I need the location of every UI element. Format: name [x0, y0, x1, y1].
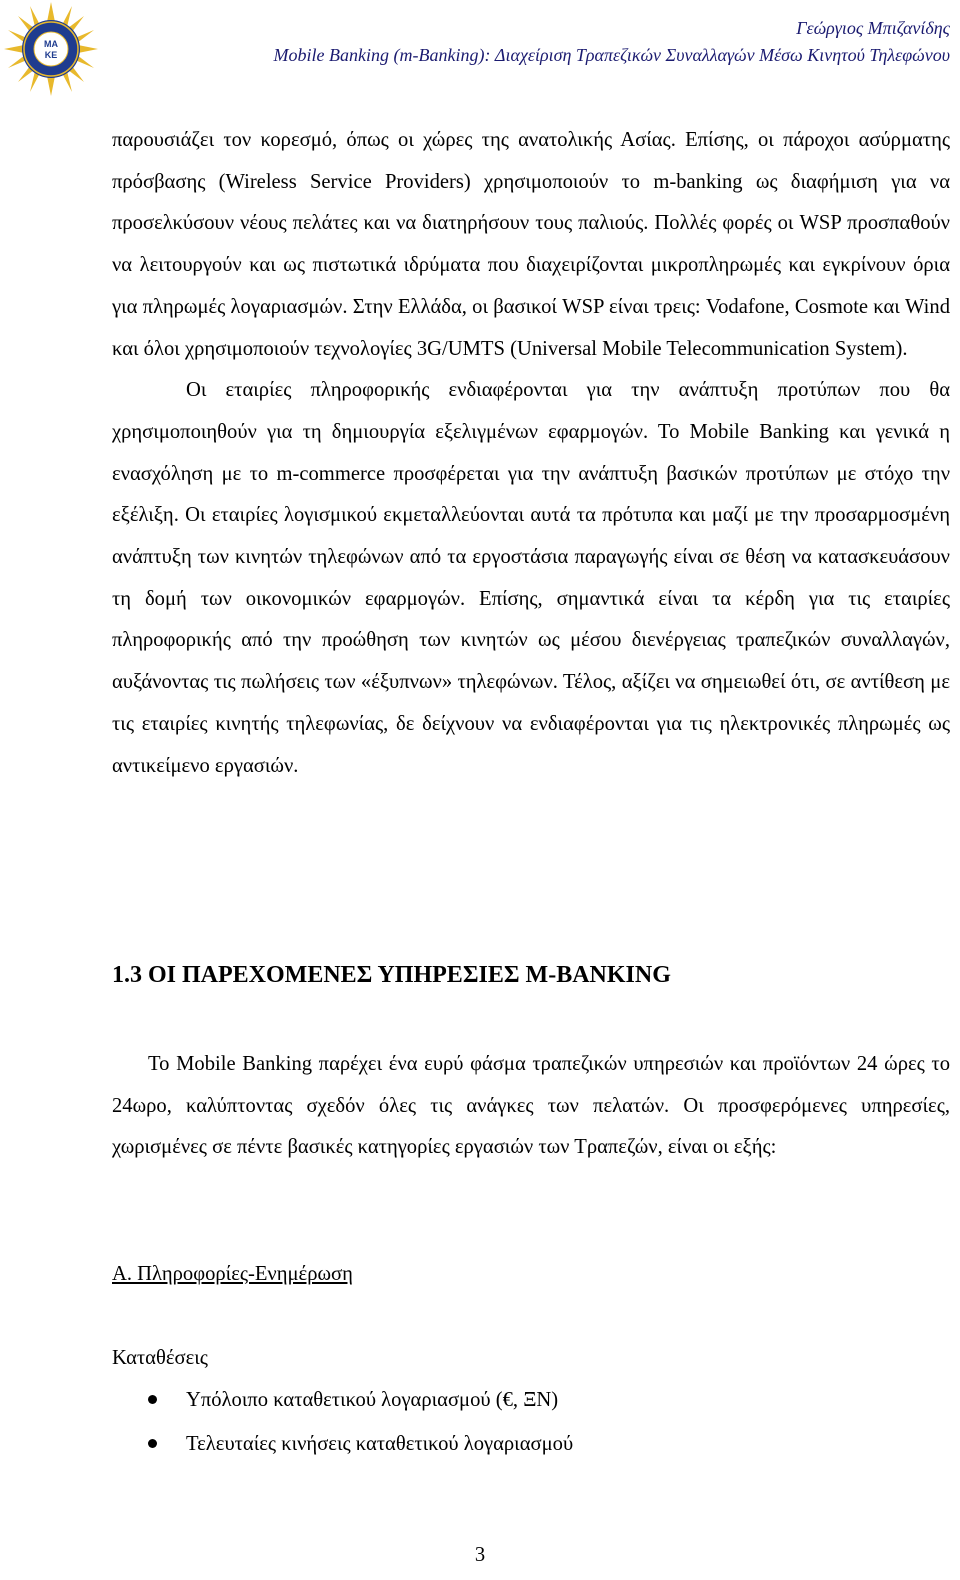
bullet-icon [148, 1439, 157, 1448]
page-number: 3 [474, 1544, 486, 1566]
paragraph-1: παρουσιάζει τον κορεσμό, όπως οι χώρες της ανατολικής Ασίας. Επίσης, οι πάροχοι ασύρματης πρόσβασης (Wireless Service Providers) χρησιμοποιούν το m-banking ως διαφήμιση για να προσελκύσουν νέους πελάτες και να διατηρήσουν τους παλιούς. Πολλές φορές οι WSP προσπαθούν να λειτουργούν και ως πιστωτικά ιδρύματα που διαχειρίζονται μικροπληρωμές και εγκρίνουν όρια για πληρωμές λογαριασμών. Στην Ελλάδα, οι βασικοί WSP είναι τρεις: Vodafone, Cosmote και Wind και όλοι χρησιμοποιούν τεχνολογίες 3G/UMTS (Universal Mobile Telecommunication System). [112, 129, 950, 360]
subheading: Α. Πληροφορίες-Ενημέρωση [112, 1263, 353, 1285]
paragraph-3: Το Mobile Banking παρέχει ένα ευρύ φάσμα τραπεζικών υπηρεσιών και προϊόντων 24 ώρες το 24ωρο, καλύπτοντας σχεδόν όλες τις ανάγκες των πελατών. Οι προσφερόμενες υπηρεσίες, χωρισμένες σε πέντε βασικές κατηγορίες εργασιών των Τραπεζών, είναι οι εξής: [112, 1053, 950, 1159]
university-logo [2, 0, 100, 98]
page-header [90, 15, 950, 69]
list-item-text: Υπόλοιπο καταθετικού λογαριασμού (€, ΞΝ) [186, 1389, 559, 1411]
bullet-list [112, 1378, 950, 1466]
section-heading: 1.3 ΟΙ ΠΑΡΕΧΟΜΕΝΕΣ ΥΠΗΡΕΣΙΕΣ M-BANKING [112, 962, 671, 988]
list-item [112, 1378, 950, 1422]
header-title: Mobile Banking (m-Banking): Διαχείριση Τραπεζικών Συναλλαγών Μέσω Κινητού Τηλεφώνου [273, 45, 950, 65]
header-author: Γεώργιος Μπιζανίδης [796, 18, 950, 38]
svg-text:ΚΕ: ΚΕ [44, 50, 58, 60]
svg-text:ΜΑ: ΜΑ [44, 39, 58, 49]
list-item [112, 1422, 950, 1466]
document-body [112, 120, 950, 787]
group-label: Καταθέσεις [112, 1347, 208, 1369]
paragraph-2: Οι εταιρίες πληροφορικής ενδιαφέρονται για την ανάπτυξη προτύπων που θα χρησιμοποιηθούν για τη δημιουργία εξελιγμένων εφαρμογών. Το Mobile Banking και γενικά η ενασχόληση με το m-commerce προσφέρεται για την ανάπτυξη βασικών προτύπων με στόχο την εξέλιξη. Οι εταιρίες λογισμικού εκμεταλλεύονται αυτά τα πρότυπα και μαζί με την προσαρμοσμένη ανάπτυξη των κινητών τηλεφώνων από τα εργοστάσια παραγωγής είναι σε θέση να κατασκευάσουν τη δομή των οικονομικών εφαρμογών. Επίσης, σημαντικά είναι τα κέρδη για τις εταιρίες πληροφορικής από την προώθηση των κινητών ως μέσου διενέργειας τραπεζικών συναλλαγών, αυξάνοντας τις πωλήσεις των «έξυπνων» τηλεφώνων. Τέλος, αξίζει να σημειωθεί ότι, σε αντίθεση με τις εταιρίες κινητής τηλεφωνίας, δε δείχνουν να ενδιαφέρονται για τις ηλεκτρονικές πληρωμές ως αντικείμενο εργασιών. [112, 379, 950, 777]
list-item-text: Τελευταίες κινήσεις καταθετικού λογαριασμού [186, 1433, 574, 1455]
bullet-icon [148, 1395, 157, 1404]
